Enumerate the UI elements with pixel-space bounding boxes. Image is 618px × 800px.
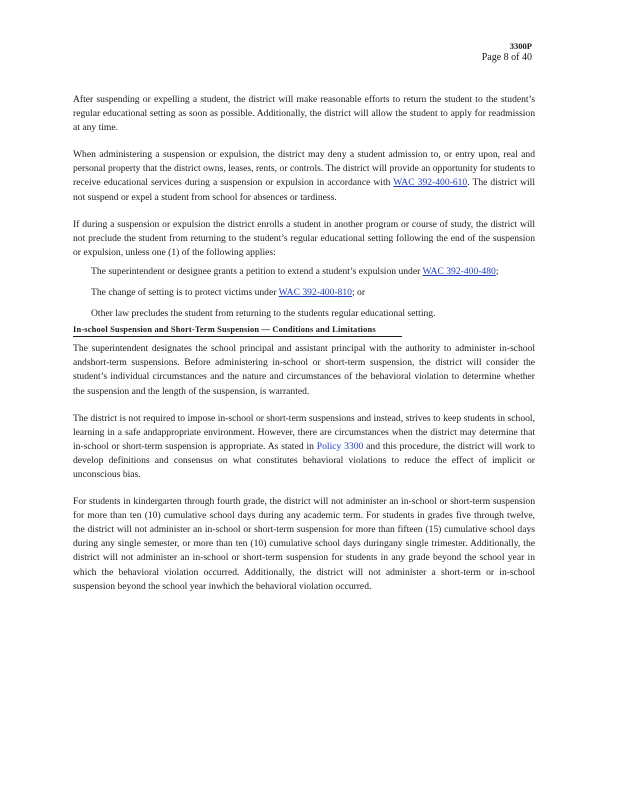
paragraph-return-to-setting: After suspending or expelling a student, the district will make reasonable efforts to return the student to the student’s regular educational setting as soon as possible. Additionally, the district will allow the student to apply for readmission at any time.: [73, 94, 535, 134]
list-item-text: ; or: [351, 287, 366, 299]
policy-3300-reference[interactable]: Policy 3300: [316, 440, 364, 452]
paragraph-text: When administering a suspension or expulsion, the district may deny a student admission to, or entry upon, real and personal property that the district owns, leases, rents, or controls. The district will provide an opportunity for students to receive educational services during a suspension or expulsion in accordance with: [73, 149, 535, 189]
list-item: [73, 307, 535, 321]
page-number: Page 8 of 40: [481, 52, 532, 63]
paragraph-authority: The superintendent designates the school principal and assistant principal with the authority to administer in-school andshort-term suspensions. Before administering in-school or short-term suspension, the district will consider the student’s individual circumstances and the nature and circumstances of the behavioral violation to determine whether the suspension and the length of the suspension, is warranted.: [73, 343, 535, 397]
list-item-text: ;: [495, 265, 499, 277]
wac-392-400-480-link[interactable]: WAC 392-400-480: [422, 265, 496, 277]
list-item-text: Other law precludes the student from returning to the students regular educational setting.: [91, 308, 436, 320]
paragraph-text: The district is not required to impose in-school or short-term suspensions and instead, strives to keep students in school, learning in a safe andappropriate environment. However, there are circumstances when the district may determine that in-school or short-term suspension is appropriate. As stated in: [73, 412, 535, 452]
exceptions-list: [73, 265, 535, 321]
paragraph-text: and this procedure, the district will work to develop definitions and consensus on what constitutes behavioral violations to reduce the effect of implicit or unconscious bias.: [73, 440, 535, 480]
section-heading-wrap: [73, 323, 535, 339]
paragraph-text: . The district will not suspend or expel a student from school for absences or tardiness.: [73, 177, 535, 203]
list-item-text: The superintendent or designee grants a petition to extend a student’s expulsion under: [91, 265, 421, 277]
paragraph-deny-admission: [73, 148, 535, 204]
wac-392-400-610-link[interactable]: WAC 392-400-610: [393, 177, 468, 189]
paragraph-other-program: If during a suspension or expulsion the district enrolls a student in another program or course of study, the district will not preclude the student from returning to the student’s regular educational setting following the end of the suspension or expulsion, unless one (1) of the following applies:: [73, 218, 535, 258]
section-heading: In-school Suspension and Short-Term Suspension — Conditions and Limitations: [73, 324, 402, 337]
wac-392-400-810-link[interactable]: WAC 392-400-810: [278, 287, 352, 299]
list-item: [73, 265, 535, 279]
paragraph-not-required: [73, 412, 535, 482]
paragraph-day-limits: For students in kindergarten through fourth grade, the district will not administer an in-school or short-term suspension for more than ten (10) cumulative school days during any academic term. For students in grades five through twelve, the district will not administer an in-school or short-term suspension for more than fifteen (15) cumulative school days during any single semester, or more than ten (10) cumulative school days duringany single trimester. Additionally, the district will not administer an in-school or short-term suspension for students in any grade beyond the school year in which the behavioral violation occurred. Additionally, the district will not administer a short-term or in-school suspension beyond the school year inwhich the behavioral violation occurred.: [73, 496, 535, 592]
list-item: [73, 286, 535, 300]
policy-code: 3300P: [509, 41, 532, 51]
list-item-text: The change of setting is to protect victims under: [91, 287, 277, 299]
document-body: [73, 93, 535, 607]
